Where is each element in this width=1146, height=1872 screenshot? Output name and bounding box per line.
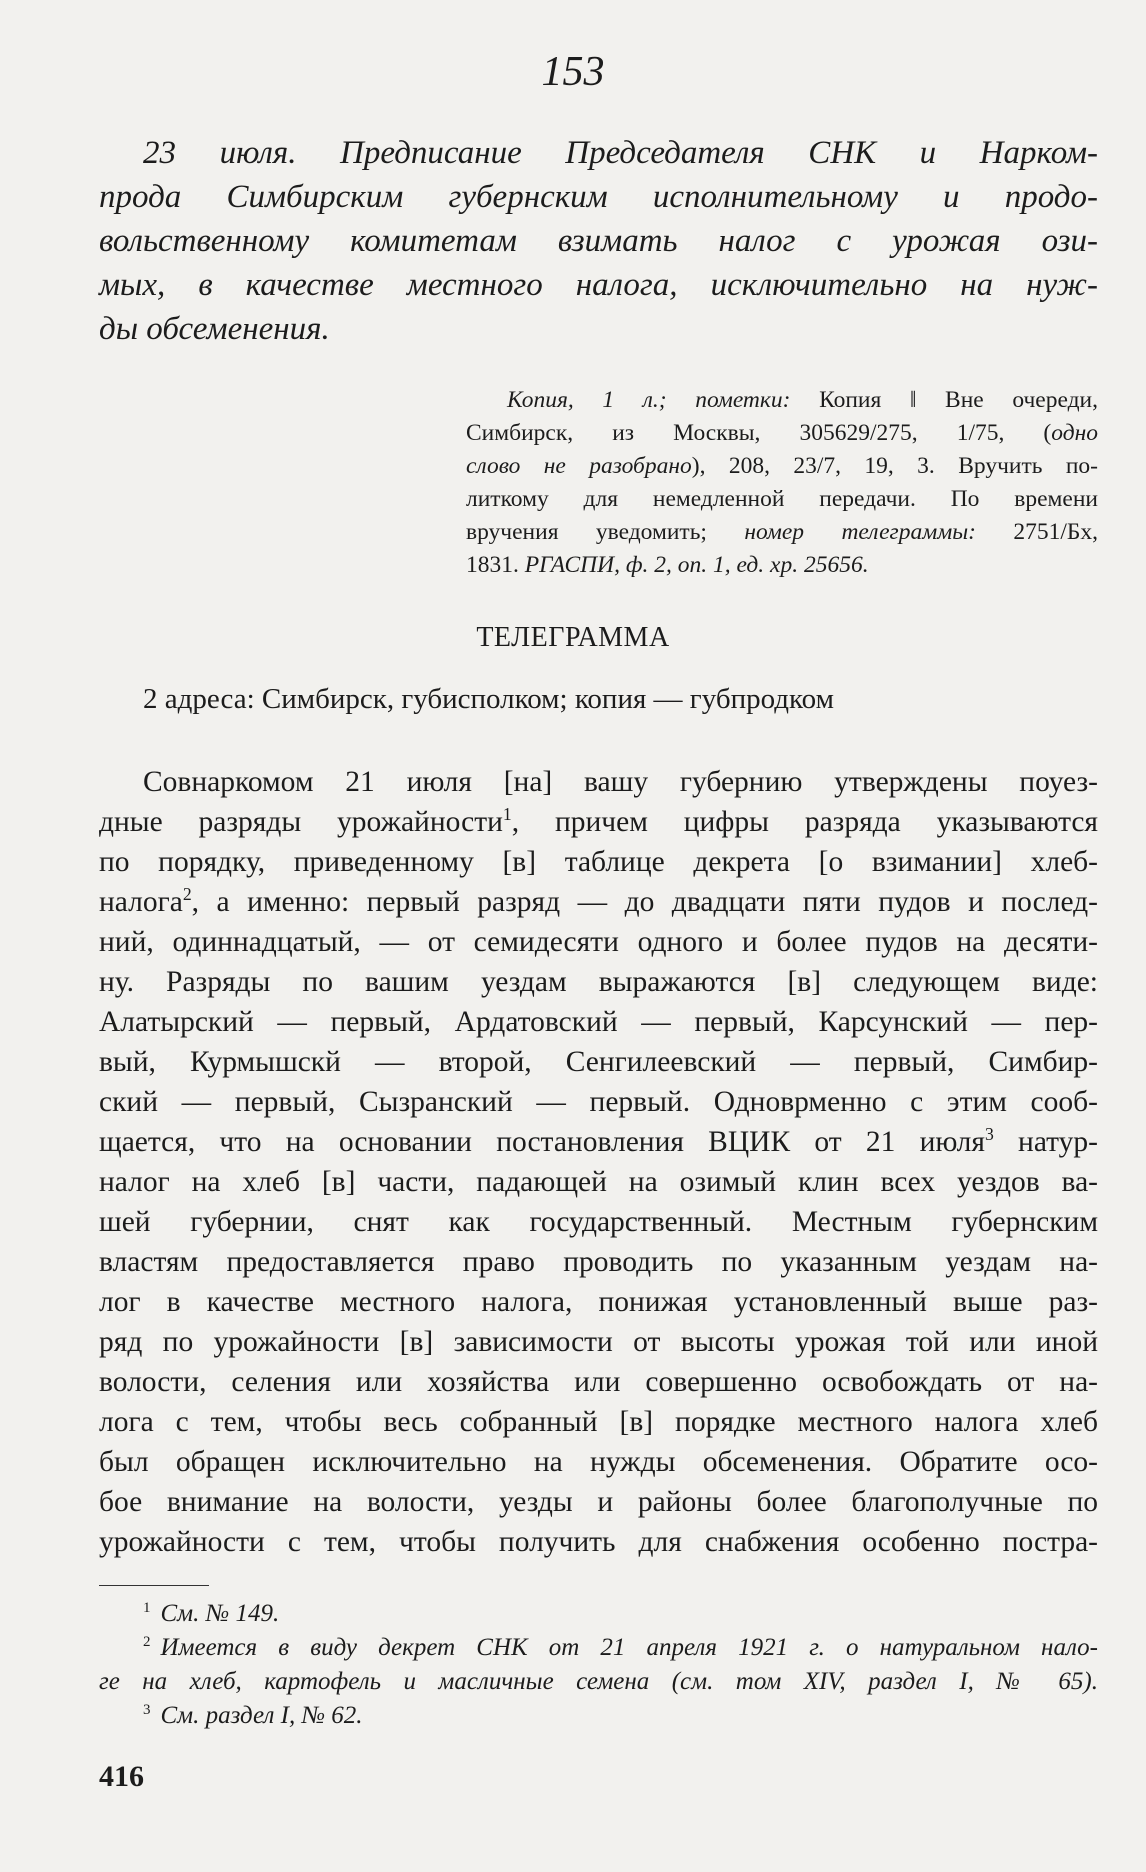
telegram-body-line [99,962,1098,1002]
heading-line [99,263,1098,307]
text-segment: налога [99,886,183,918]
telegram-body-line [99,1122,1098,1162]
footnote-line [143,1597,1098,1631]
telegram-body-line [99,1042,1098,1082]
source-note-line [466,549,1098,582]
telegram-body-line [99,1282,1098,1322]
page-number: 416 [99,1760,144,1793]
telegram-body-line [99,1522,1098,1562]
source-note-line [466,483,1098,516]
text-segment: дные разряды урожайности [99,806,503,838]
text-segment: номер телеграммы: [744,519,976,545]
text-segment: ), 208, 23/7, 19, 3. Вручить по- [691,453,1098,479]
telegram-body-line [99,1162,1098,1202]
telegram-body-line [99,922,1098,962]
source-note-line [466,450,1098,483]
footnote-marker: 1 [143,1599,151,1616]
source-note-line [507,384,1098,417]
text-segment: вый, Курмышскй — второй, Сенгилеевский — первый, Симбир- [99,1046,1098,1078]
heading-line [99,175,1098,219]
text-segment: , причем цифры разряда указываются [511,806,1099,838]
telegram-body-line [99,1442,1098,1482]
text-segment: Алатырский — первый, Ардатовский — первый, Карсунский — пер- [99,1006,1098,1038]
text-segment: 2751/Бх, [975,519,1098,545]
heading-line [99,219,1098,263]
text-segment: вручения уведомить; [466,519,745,545]
telegram-body-line [99,1082,1098,1122]
document-number: 153 [541,49,605,95]
text-segment: См. № 149. [160,1600,280,1627]
telegram-body-line [99,1202,1098,1242]
footnote-marker: 3 [143,1701,151,1718]
text-segment: РГАСПИ, ф. 2, оп. 1, ед. хр. 25656. [524,552,869,578]
text-segment: См. раздел I, № 62. [160,1702,363,1729]
footnote-line [143,1699,1098,1733]
text-segment: ге на хлеб, картофель и масличные семена (см. том XIV, раздел I, № 65). [99,1668,1098,1695]
footnote-line [143,1631,1098,1665]
text-segment: щается, что на основании постановления ВЦИК от 21 июля [99,1126,985,1158]
text-segment: слово не разобрано [466,453,692,479]
text-segment: Симбирск, из Москвы, 305629/275, 1/75, ( [466,420,1052,446]
footnote-marker: 2 [143,1633,151,1650]
text-segment: прода Симбирским губернским исполнительному и продо- [99,179,1098,215]
footnote-marker: 2 [182,884,192,905]
telegram-body-line [99,1002,1098,1042]
text-segment: по порядку, приведенному [в] таблице декрета [о взимании] хлеб- [99,846,1098,878]
footnote-marker: 3 [984,1124,994,1145]
text-segment: , а именно: первый разряд — до двадцати пяти пудов и послед- [191,886,1098,918]
text-segment: вольственному комитетам взимать налог с урожая ози- [99,223,1098,259]
text-segment: ский — первый, Сызранский — первый. Одноврменно с этим сооб- [99,1086,1098,1118]
heading-line [143,131,1098,175]
text-segment: лог в качестве местного налога, понижая установленный выше раз- [99,1286,1098,1318]
telegram-body-line [143,762,1098,802]
telegram-body-line [99,1322,1098,1362]
telegram-body-line [99,1362,1098,1402]
footnote-marker: 1 [502,804,512,825]
telegram-body-line [99,1242,1098,1282]
text-segment: лога с тем, чтобы весь собранный [в] порядке местного налога хлеб [99,1406,1098,1438]
text-segment: Копия, 1 л.; пометки: [507,387,791,413]
text-segment: Совнаркомом 21 июля [на] вашу губернию утверждены поуез- [143,766,1098,798]
source-note-line [466,516,1098,549]
text-segment: Копия ‖ Вне очереди, [790,387,1098,413]
telegram-body-line [99,802,1098,842]
text-segment: ну. Разряды по вашим уездам выражаются [в] следующем виде: [99,966,1098,998]
text-segment: натур- [993,1126,1098,1158]
text-segment: урожайности с тем, чтобы получить для снабжения особенно постра- [99,1526,1098,1558]
telegram-address: 2 адреса: Симбирск, губисполком; копия — губпродком [143,683,834,715]
text-segment: бое внимание на волости, уезды и районы более благополучные по [99,1486,1098,1518]
telegram-body-line [99,842,1098,882]
text-segment: Имеется в виду декрет СНК от 21 апреля 1921 г. о натуральном нало- [160,1634,1098,1661]
text-segment: ды обсеменения. [99,311,330,347]
text-segment: властям предоставляется право проводить по указанным уездам на- [99,1246,1098,1278]
text-segment: налог на хлеб [в] части, падающей на озимый клин всех уездов ва- [99,1166,1098,1198]
text-segment: ний, одиннадцатый, — от семидесяти одного и более пудов на десяти- [99,926,1098,958]
footnote-line [99,1665,1098,1699]
text-segment: был обращен исключительно на нужды обсеменения. Обратите осо- [99,1446,1098,1478]
text-segment: 1831. [466,552,525,578]
text-segment: 23 июля. Предписание Председателя СНК и Нарком- [143,135,1098,171]
telegram-title: ТЕЛЕГРАММА [476,622,670,653]
text-segment: мых, в качестве местного налога, исключительно на нуж- [99,267,1098,303]
telegram-body-line [99,882,1098,922]
text-segment: литкому для немедленной передачи. По времени [466,486,1098,512]
telegram-body-line [99,1402,1098,1442]
telegram-body-line [99,1482,1098,1522]
text-segment: ряд по урожайности [в] зависимости от высоты урожая той или иной [99,1326,1098,1358]
text-segment: волости, селения или хозяйства или совершенно освобождать от на- [99,1366,1098,1398]
text-segment: шей губернии, снят как государственный. Местным губернским [99,1206,1098,1238]
text-segment: одно [1051,420,1098,446]
source-note-line [466,417,1098,450]
heading-line [99,307,1098,351]
footnote-divider [99,1585,209,1586]
